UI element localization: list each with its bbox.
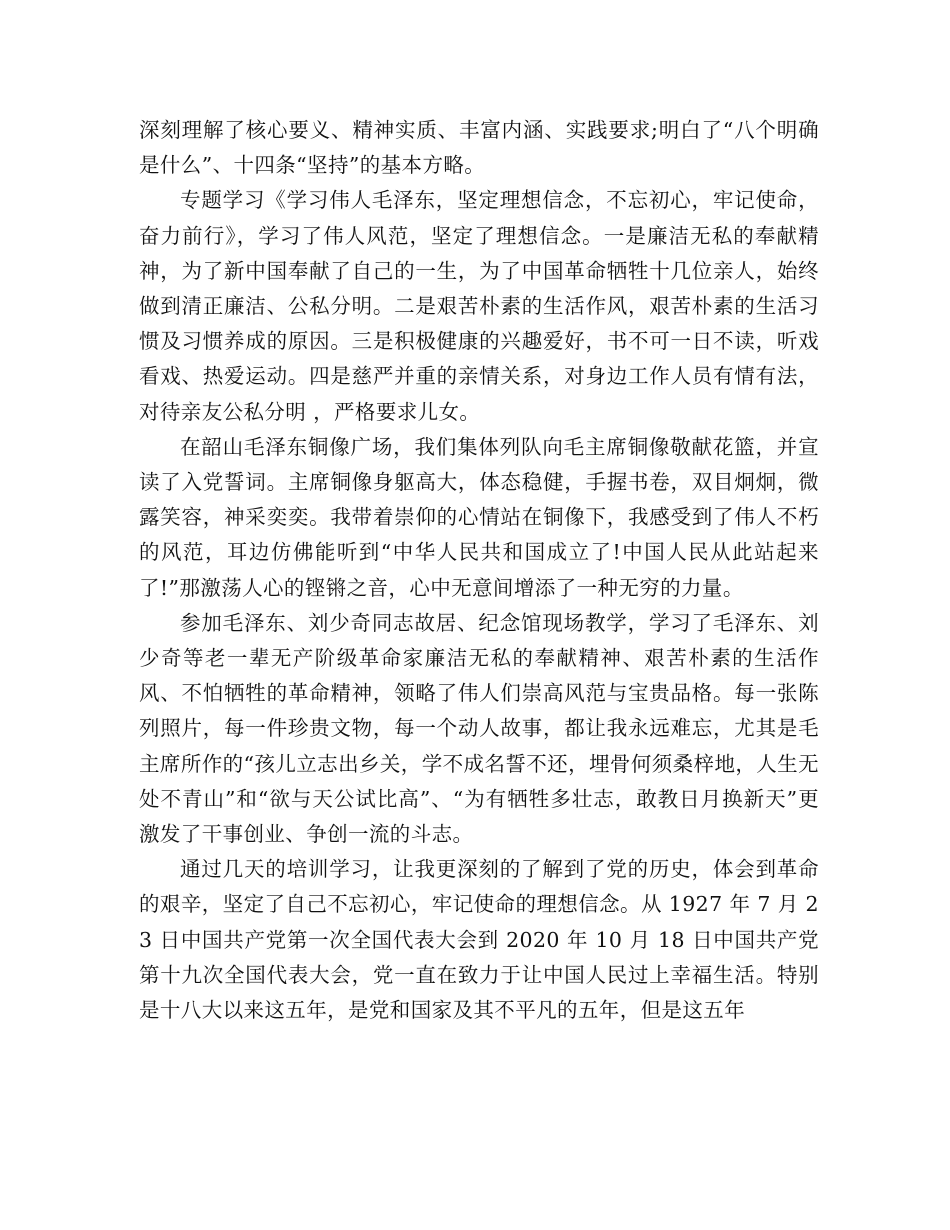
paragraph-5: 通过几天的培训学习，让我更深刻的了解到了党的历史，体会到革命的艰辛，坚定了自己不忘初心，牢记使命的理想信念。从 1927 年 7 月 23 日中国共产党第一次全国代表大会到 2020 年 10 月 18 日中国共产党第十九次全国代表大会，党一直在致力于让中国人民过上幸福生活。特别是十八大以来这五年，是党和国家及其不平凡的五年，但是这五年 (139, 857, 819, 1023)
paragraph-2: 专题学习《学习伟人毛泽东，坚定理想信念，不忘初心，牢记使命，奋力前行》，学习了伟人风范，坚定了理想信念。一是廉洁无私的奉献精神，为了新中国奉献了自己的一生，为了中国革命牺牲十几位亲人，始终做到清正廉洁、公私分明。二是艰苦朴素的生活作风，艰苦朴素的生活习惯及习惯养成的原因。三是积极健康的兴趣爱好，书不可一日不读，听戏看戏、热爱运动。四是慈严并重的亲情关系，对身边工作人员有情有法，对待亲友公私分明 ，严格要求儿女。 (139, 188, 819, 424)
document-body (139, 113, 819, 1028)
paragraph-1: 深刻理解了核心要义、精神实质、丰富内涵、实践要求;明白了“八个明确是什么”、十四条“坚持”的基本方略。 (139, 118, 819, 178)
paragraph-3: 在韶山毛泽东铜像广场，我们集体列队向毛主席铜像敬献花篮，并宣读了入党誓词。主席铜像身躯高大，体态稳健，手握书卷，双目炯炯，微露笑容，神采奕奕。我带着崇仰的心情站在铜像下，我感受到了伟人不朽的风范，耳边仿佛能听到“中华人民共和国成立了!中国人民从此站起来了!”那激荡人心的铿锵之音，心中无意间增添了一种无穷的力量。 (139, 434, 819, 600)
paragraph-4: 参加毛泽东、刘少奇同志故居、纪念馆现场教学，学习了毛泽东、刘少奇等老一辈无产阶级革命家廉洁无私的奉献精神、艰苦朴素的生活作风、不怕牺牲的革命精神，领略了伟人们崇高风范与宝贵品格。每一张陈列照片，每一件珍贵文物，每一个动人故事，都让我永远难忘，尤其是毛主席所作的“孩儿立志出乡关，学不成名誓不还，埋骨何须桑梓地，人生无处不青山”和“欲与天公试比高”、“为有牺牲多壮志，敢教日月换新天”更激发了干事创业、争创一流的斗志。 (139, 610, 819, 847)
